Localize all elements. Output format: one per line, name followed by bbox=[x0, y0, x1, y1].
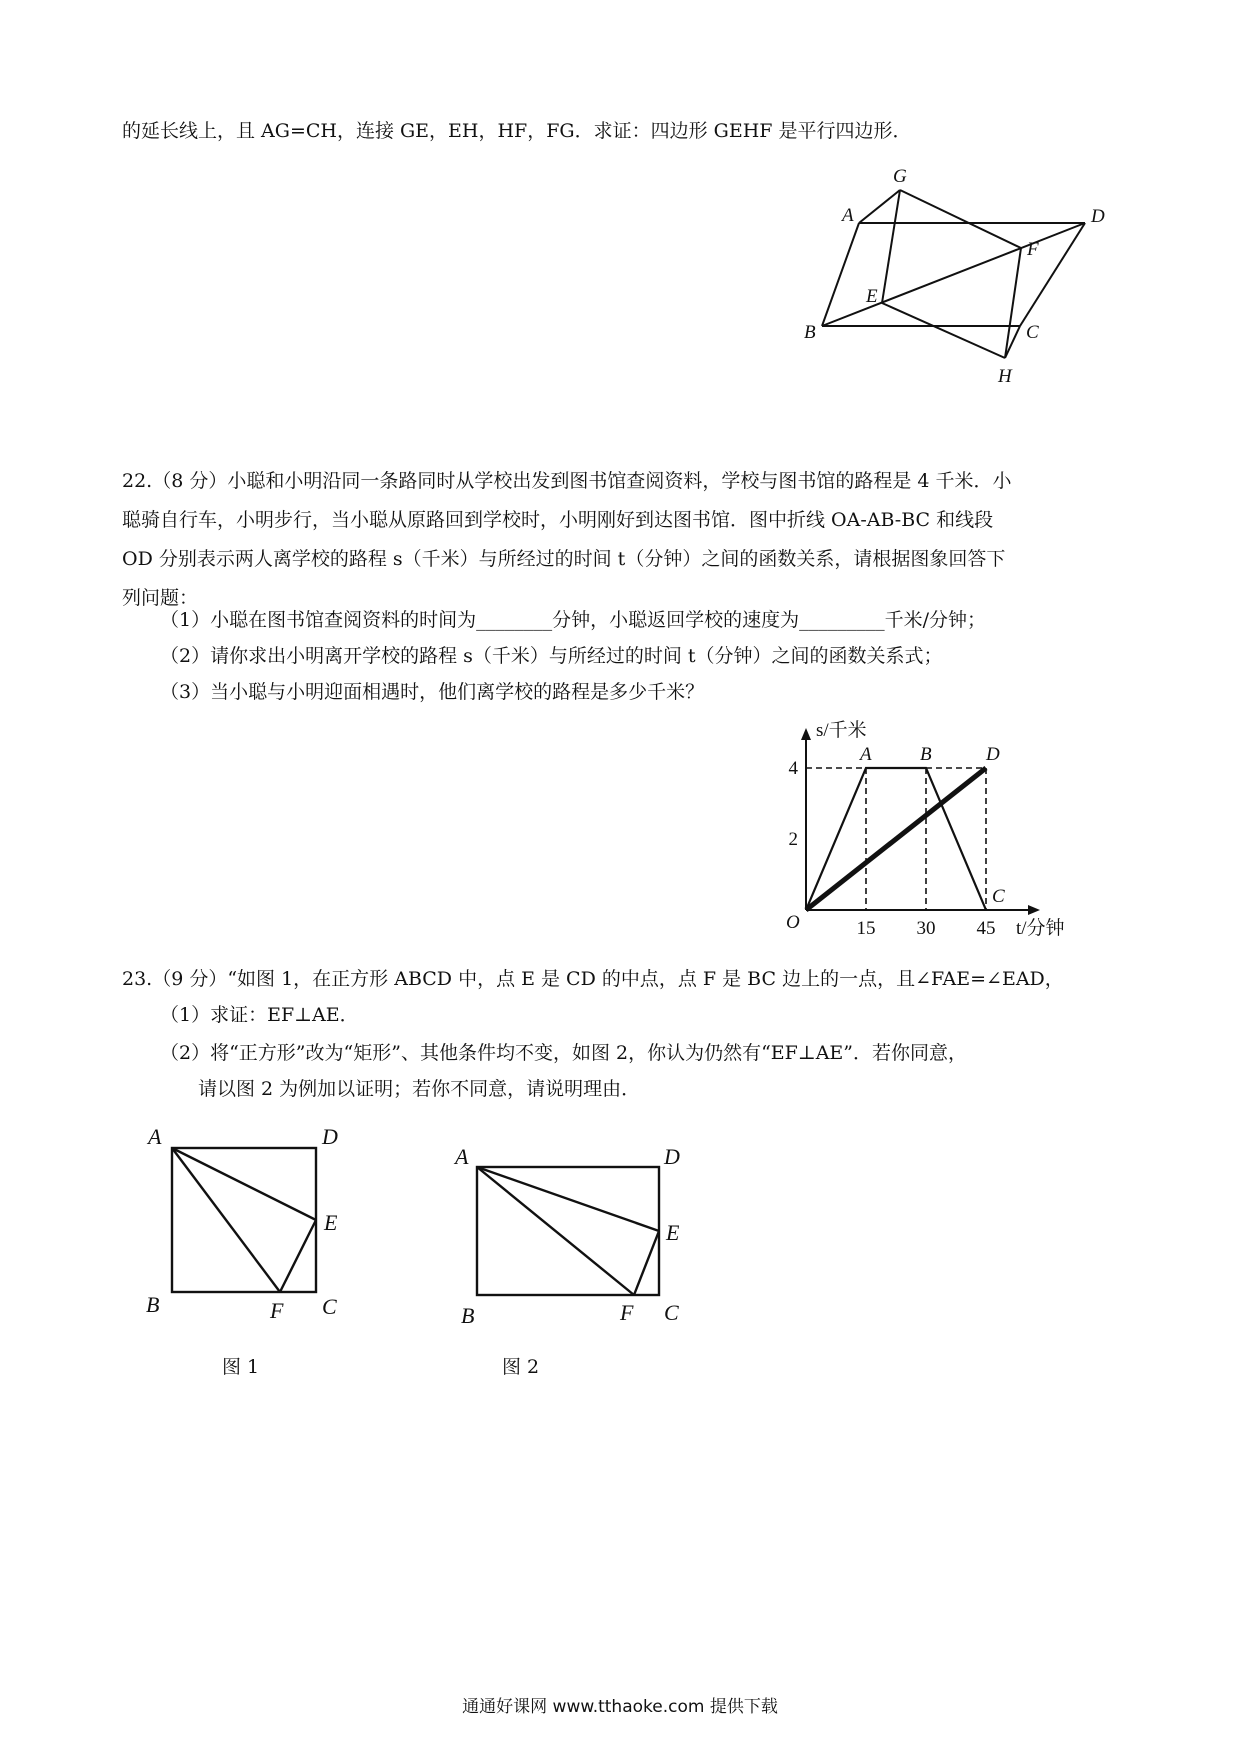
q23-fig2-label-f: F bbox=[620, 1300, 634, 1325]
q21-label-e: E bbox=[866, 286, 878, 307]
q21-text: 的延长线上，且 AG=CH，连接 GE，EH，HF，FG．求证：四边形 GEHF 是平行四边形． bbox=[122, 120, 912, 142]
q21-edge-fg bbox=[900, 190, 1021, 248]
x-tick-label-30: 30 bbox=[916, 918, 936, 939]
q21-extension-ag bbox=[859, 190, 900, 223]
q22-text-line2: 聪骑自行车，小明步行，当小聪从原路回到学校时，小明刚好到达图书馆．图中折线 OA-AB-BC 和线段 bbox=[122, 509, 994, 531]
x-axis-arrow bbox=[1028, 905, 1040, 915]
y-axis-label: s/千米 bbox=[816, 720, 867, 741]
q23-subquestion-2-line1: （2）将“正方形”改为“矩形”、其他条件均不变，如图 2，你认为仍然有“EF⊥AE”．若你同意， bbox=[160, 1042, 968, 1064]
x-tick-label-45: 45 bbox=[976, 918, 996, 939]
q22-distance-time-chart bbox=[770, 720, 1120, 950]
y-tick-label-2: 2 bbox=[788, 829, 798, 850]
x-axis-label: t/分钟 bbox=[1016, 918, 1065, 939]
q21-diagonal-bd bbox=[822, 223, 1085, 326]
q23-fig1-square-abcd bbox=[172, 1148, 316, 1292]
q21-label-d: D bbox=[1091, 206, 1105, 227]
point-label-d: D bbox=[986, 744, 1000, 765]
q22-subquestion-1: （1）小聪在图书馆查阅资料的时间为________分钟，小聪返回学校的速度为_________千米/分钟； bbox=[160, 609, 986, 631]
q22-text-line3: OD 分别表示两人离学校的路程 s（千米）与所经过的时间 t（分钟）之间的函数关系，请根据图象回答下 bbox=[122, 548, 1006, 570]
q21-label-g: G bbox=[893, 166, 907, 187]
q21-edge-ba bbox=[822, 223, 859, 326]
point-label-b: B bbox=[920, 744, 932, 765]
q21-label-f: F bbox=[1027, 239, 1039, 260]
q23-fig1-segment-af bbox=[172, 1148, 280, 1292]
q23-subquestion-1: （1）求证：EF⊥AE． bbox=[160, 1004, 359, 1026]
q23-fig1-label-d: D bbox=[322, 1124, 338, 1149]
q21-edge-ge bbox=[882, 190, 900, 303]
q23-figure-1-square bbox=[140, 1120, 370, 1340]
q23-fig1-label-e: E bbox=[324, 1210, 338, 1235]
series-xiaoming-line bbox=[806, 768, 986, 910]
q23-figure-2-caption: 图 2 bbox=[502, 1356, 540, 1378]
q21-label-c: C bbox=[1026, 322, 1039, 343]
q23-fig1-label-b: B bbox=[146, 1292, 160, 1317]
q23-fig2-label-a: A bbox=[455, 1144, 469, 1169]
q23-figure-1-caption: 图 1 bbox=[222, 1356, 260, 1378]
q21-label-a: A bbox=[842, 205, 854, 226]
q22-subquestion-3: （3）当小聪与小明迎面相遇时，他们离学校的路程是多少千米？ bbox=[160, 681, 705, 703]
q23-fig2-segment-af bbox=[477, 1167, 634, 1295]
x-tick-label-15: 15 bbox=[856, 918, 876, 939]
q23-fig2-segment-ae bbox=[477, 1167, 659, 1231]
page-footer: 通通好课网 www.tthaoke.com 提供下载 bbox=[462, 1697, 778, 1717]
q23-subquestion-2-line2: 请以图 2 为例加以证明；若你不同意，请说明理由． bbox=[198, 1078, 641, 1100]
q23-fig1-label-f: F bbox=[270, 1298, 284, 1323]
q23-fig2-label-d: D bbox=[664, 1144, 680, 1169]
q23-fig2-label-c: C bbox=[664, 1300, 679, 1325]
y-axis-arrow bbox=[801, 728, 811, 740]
q23-fig2-label-e: E bbox=[666, 1220, 680, 1245]
q23-fig2-rectangle-abcd bbox=[477, 1167, 659, 1295]
point-label-c: C bbox=[992, 886, 1005, 907]
q21-edge-eh bbox=[882, 303, 1005, 358]
q21-label-b: B bbox=[804, 322, 816, 343]
y-tick-label-4: 4 bbox=[788, 758, 798, 779]
q23-fig2-label-b: B bbox=[461, 1303, 475, 1328]
origin-label: O bbox=[786, 912, 800, 933]
q23-fig1-segment-fe bbox=[280, 1220, 316, 1292]
q23-figure-2-rectangle bbox=[450, 1140, 700, 1340]
q21-label-h: H bbox=[998, 366, 1012, 387]
q22-subquestion-2: （2）请你求出小明离开学校的路程 s（千米）与所经过的时间 t（分钟）之间的函数关系式； bbox=[160, 645, 943, 667]
q23-fig1-label-c: C bbox=[322, 1294, 337, 1319]
q22-text-line4: 列问题： bbox=[122, 587, 199, 609]
q23-fig2-segment-fe bbox=[634, 1231, 659, 1295]
q21-parallelogram-figure bbox=[780, 160, 1120, 390]
q23-fig1-segment-ae bbox=[172, 1148, 316, 1220]
q22-text-line1: 22.（8 分）小聪和小明沿同一条路同时从学校出发到图书馆查阅资料，学校与图书馆的路程是 4 千米．小 bbox=[122, 470, 1012, 492]
point-label-a: A bbox=[860, 744, 872, 765]
q23-text-line1: 23.（9 分）“如图 1，在正方形 ABCD 中，点 E 是 CD 的中点，点 F 是 BC 边上的一点，且∠FAE=∠EAD， bbox=[122, 968, 1064, 990]
q23-fig1-label-a: A bbox=[148, 1124, 162, 1149]
